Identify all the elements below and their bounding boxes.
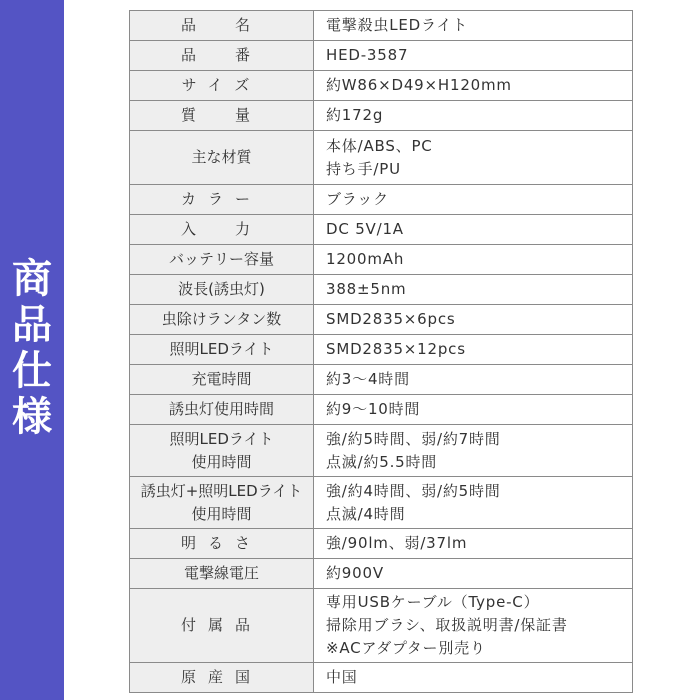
spec-value: 専用USBケーブル（Type-C） 掃除用ブラシ、取扱説明書/保証書 ※ACアダプター別売り	[314, 589, 633, 663]
side-title-char: 商	[12, 256, 52, 302]
spec-value: DC 5V/1A	[314, 215, 633, 245]
spec-value: 本体/ABS、PC 持ち手/PU	[314, 131, 633, 185]
spec-label: 質 量	[130, 101, 314, 131]
spec-value: 1200mAh	[314, 245, 633, 275]
spec-row	[130, 101, 633, 131]
spec-row	[130, 71, 633, 101]
spec-row	[130, 335, 633, 365]
spec-value: 中国	[314, 663, 633, 693]
spec-row	[130, 365, 633, 395]
spec-row	[130, 185, 633, 215]
spec-label: 品 名	[130, 11, 314, 41]
spec-value: 強/約4時間、弱/約5時間 点滅/4時間	[314, 477, 633, 529]
side-title-band	[0, 0, 64, 700]
spec-label: 誘虫灯使用時間	[130, 395, 314, 425]
side-title-char: 仕	[12, 348, 52, 394]
spec-label: カラー	[130, 185, 314, 215]
spec-label: 電撃線電圧	[130, 559, 314, 589]
side-title-char: 品	[12, 302, 52, 348]
spec-row	[130, 275, 633, 305]
spec-label: 明るさ	[130, 529, 314, 559]
spec-row	[130, 215, 633, 245]
spec-value: SMD2835×6pcs	[314, 305, 633, 335]
spec-value: HED-3587	[314, 41, 633, 71]
side-title-char: 様	[12, 394, 52, 440]
spec-value: 約900V	[314, 559, 633, 589]
spec-label: 波長(誘虫灯)	[130, 275, 314, 305]
spec-row	[130, 245, 633, 275]
spec-label: 充電時間	[130, 365, 314, 395]
spec-row	[130, 663, 633, 693]
side-title	[0, 256, 64, 440]
spec-label: バッテリー容量	[130, 245, 314, 275]
spec-label: サイズ	[130, 71, 314, 101]
spec-value: ブラック	[314, 185, 633, 215]
spec-row	[130, 305, 633, 335]
spec-table	[129, 10, 633, 693]
spec-row	[130, 131, 633, 185]
spec-row	[130, 589, 633, 663]
spec-row	[130, 11, 633, 41]
spec-value: 強/90lm、弱/37lm	[314, 529, 633, 559]
spec-label: 品 番	[130, 41, 314, 71]
spec-row	[130, 559, 633, 589]
spec-label: 誘虫灯+照明LEDライト 使用時間	[130, 477, 314, 529]
spec-label: 原産国	[130, 663, 314, 693]
spec-label: 主な材質	[130, 131, 314, 185]
spec-value: 388±5nm	[314, 275, 633, 305]
spec-row	[130, 425, 633, 477]
spec-label: 照明LEDライト 使用時間	[130, 425, 314, 477]
spec-value: 強/約5時間、弱/約7時間 点滅/約5.5時間	[314, 425, 633, 477]
spec-value: 約172g	[314, 101, 633, 131]
spec-label: 入 力	[130, 215, 314, 245]
spec-value: SMD2835×12pcs	[314, 335, 633, 365]
spec-row	[130, 477, 633, 529]
spec-label: 照明LEDライト	[130, 335, 314, 365]
spec-value: 約9～10時間	[314, 395, 633, 425]
spec-value: 電撃殺虫LEDライト	[314, 11, 633, 41]
spec-row	[130, 41, 633, 71]
spec-row	[130, 395, 633, 425]
spec-label: 虫除けランタン数	[130, 305, 314, 335]
spec-label: 付属品	[130, 589, 314, 663]
spec-value: 約3～4時間	[314, 365, 633, 395]
spec-value: 約W86×D49×H120mm	[314, 71, 633, 101]
spec-row	[130, 529, 633, 559]
